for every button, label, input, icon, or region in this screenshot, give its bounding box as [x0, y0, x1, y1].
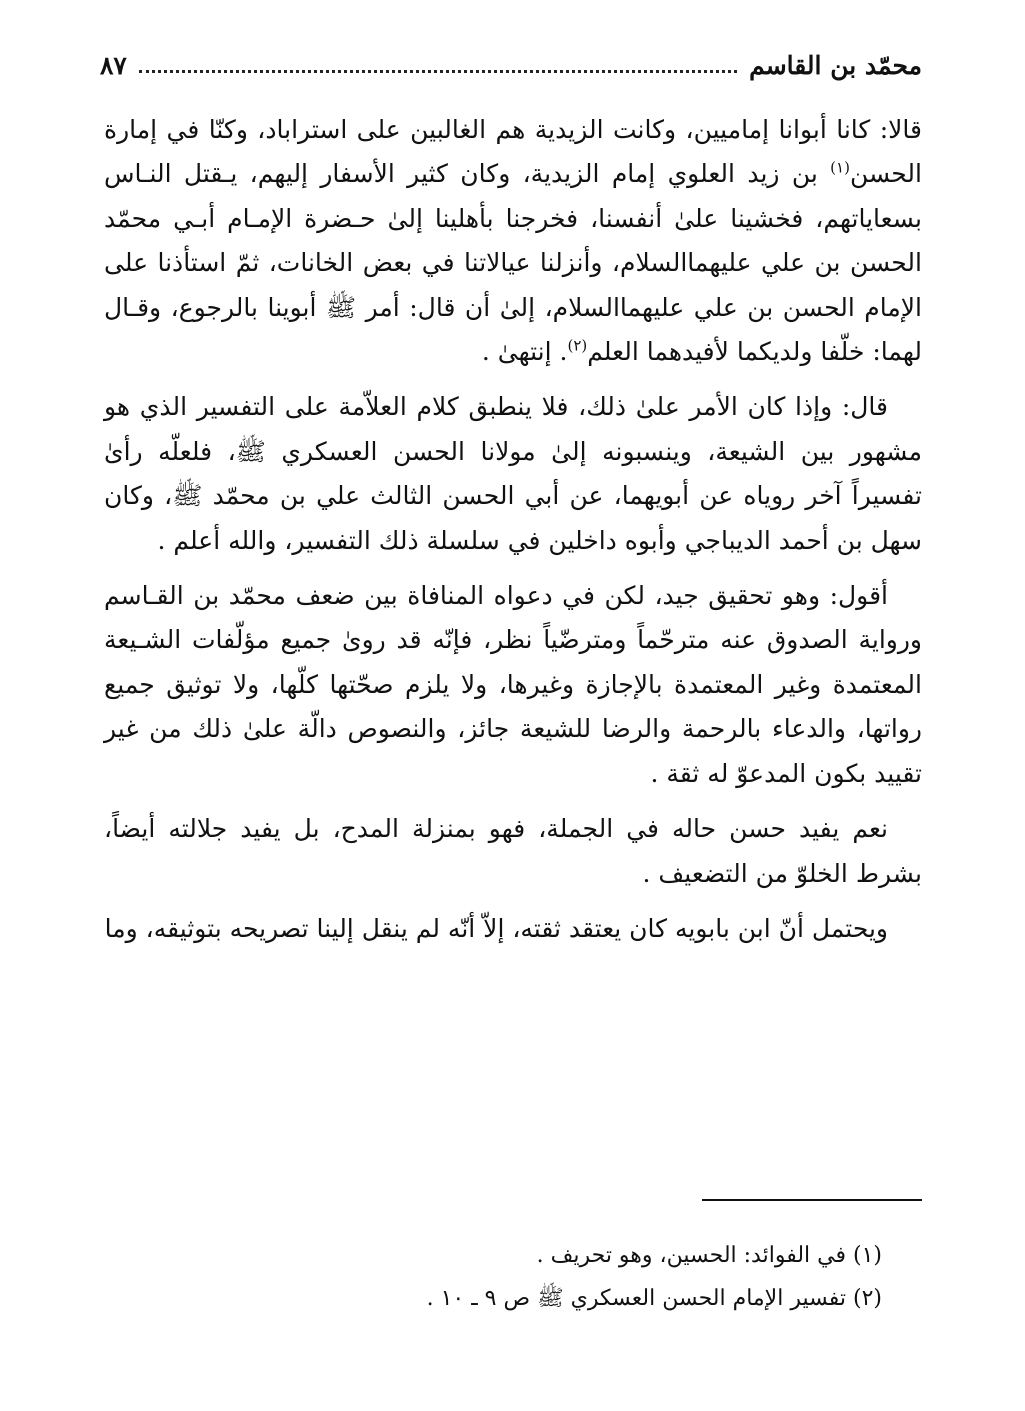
footnote-separator: [702, 1199, 922, 1201]
footnote-ref-1: (١): [830, 159, 850, 178]
running-title: محمّد بن القاسم: [749, 51, 922, 80]
footnote-2: (٢) تفسير الإمام الحسن العسكري ﷺ ص ٩ ـ ١٠ .: [426, 1286, 882, 1311]
paragraph-5: ويحتمل أنّ ابن بابويه كان يعتقد ثقته، إلاّ أنّه لم ينقل إلينا تصريحه بتوثيقه، وما: [104, 913, 888, 943]
running-header: [100, 44, 922, 80]
dotted-leader: [139, 69, 737, 73]
page-number: ٨٧: [100, 51, 127, 80]
paragraph-1-text-b: بن زيد العلوي إمام الزيدية، وكان كثير الأسفار إليهم، يـقتل النـاس بسعاياتهم، فخشينا علىٰ أنفسنا، فخرجنا بأهلينا إلىٰ حـضرة الإمـام أبـي محمّد الحسن بن علي عليهماالسلام، وأنزلنا عيالاتنا في بعض الخانات، ثمّ استأذنا على الإمام الحسن بن علي عليهماالسلام، إلىٰ أن قال: أمر ﷺ أبوينا بالرجوع، وقـال لهما: خلّفا ولديكما لأفيدهما العلم: [104, 159, 922, 367]
paragraph-1-text-c: . إنتهىٰ .: [481, 337, 568, 367]
paragraph-1-text-a: قالا: كانا أبوانا إماميين، وكانت الزيدية هم الغالبين على استراباد، وكنّا في إمارة الحسن: [104, 115, 922, 189]
paragraph-3: أقول: وهو تحقيق جيد، لكن في دعواه المنافاة بين ضعف محمّد بن القـاسم ورواية الصدوق عنه مترحّماً ومترضّياً نظر، فإنّه قد روىٰ جميع مؤلّفات الشـيعة المعتمدة وغير المعتمدة بالإجازة وغيرها، ولا يلزم صحّتها كلّها، ولا توثيق جميع رواتها، والدعاء بالرحمة والرضا للشيعة جائز، والنصوص دالّة علىٰ ذلك من غير تقييد بكون المدعوّ له ثقة .: [104, 581, 922, 788]
main-text: [104, 108, 922, 962]
paragraph-1: [104, 108, 922, 374]
footnote-ref-2: (٢): [567, 336, 588, 355]
paragraph-4: نعم يفيد حسن حاله في الجملة، فهو بمنزلة المدح، بل يفيد جلالته أيضاً، بشرط الخلوّ من التضعيف .: [104, 814, 922, 888]
paragraph-2: قال: وإذا كان الأمر علىٰ ذلك، فلا ينطبق كلام العلاّمة على التفسير الذي هو مشهور بين الشيعة، وينسبونه إلىٰ مولانا الحسن العسكري ﷺ، فلعلّه رأىٰ تفسيراً آخر روياه عن أبويهما، عن أبي الحسن الثالث علي بن محمّد ﷺ، وكان سهل بن أحمد الديباجي وأبوه داخلين في سلسلة ذلك التفسير، والله أعلم .: [104, 392, 922, 555]
footnote-1: (١) في الفوائد: الحسين، وهو تحريف .: [536, 1243, 882, 1268]
footnotes: [300, 1234, 882, 1320]
